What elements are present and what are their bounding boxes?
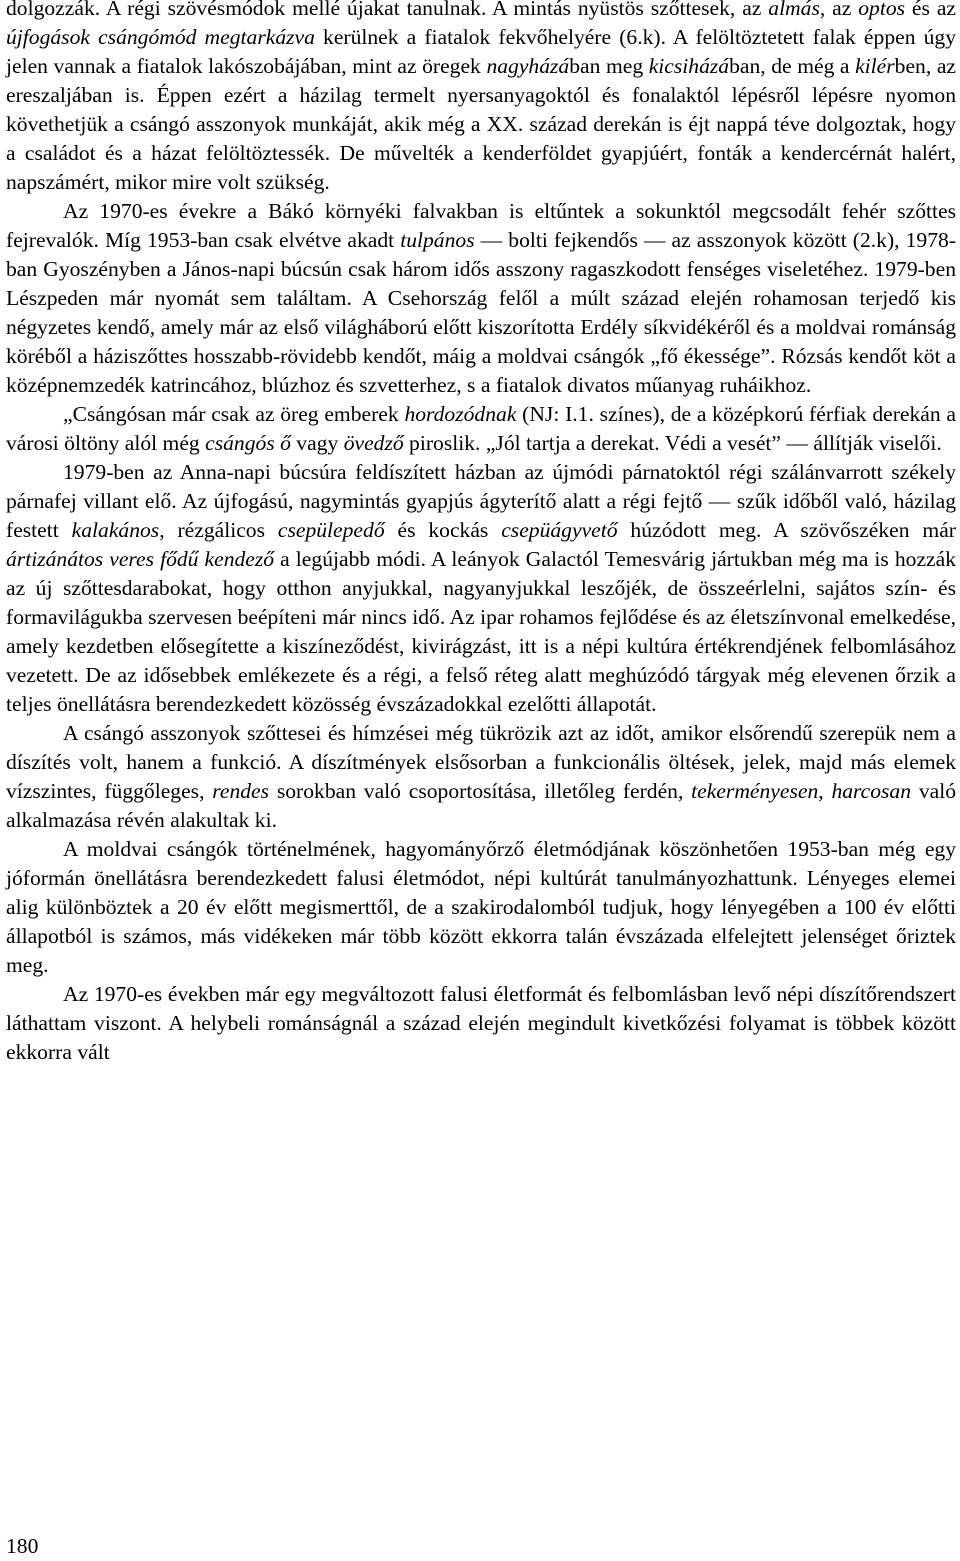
italic-term: kalakános: [71, 518, 160, 542]
paragraph: [6, 400, 956, 458]
text-run: — bolti fejkendős — az asszonyok között (2.k), 1978-ban Gyoszényben a János-napi búcsún csak három idős asszony ragaszkodott fenséges viseletéhez. 1979-ben Lészpeden már nyomát sem találtam. A Csehország felől a múlt század elején rohamosan terjedő kis négyzetes kendő, amely már az első világháború előtt kiszorította Erdély síkvidékéről és a moldvai románság köréből a háziszőttes hosszabb-rövidebb kendőt, máig a moldvai csángók „fő ékessége”. Rózsás kendőt köt a középnemzedék katrincához, blúzhoz és szvetterhez, s a fiatalok divatos műanyag ruháikhoz.: [6, 228, 956, 397]
text-run: 1979-ben az Anna-napi búcsúra feldíszített házban az újmódi párnatoktól régi szálánvarrott székely párnafej villant elő. Az újfogású, nagymintás gyapjús ágyterítő alatt a régi fejtő — szűk időből való, házilag festett: [6, 460, 956, 542]
paragraph: [6, 197, 956, 400]
italic-term: tulpános: [400, 228, 475, 252]
paragraph: [6, 835, 956, 980]
text-run: A moldvai csángók történelmének, hagyományőrző életmódjának köszönhetően 1953-ban még egy jóformán önellátásra berendezkedett falusi életmódot, népi kultúrát tanulmányozhattunk. Lényeges elemei alig különböztek a 20 év előtt megismerttől, de a szakirodalomból tudjuk, hogy lényegében a 100 év előtti állapotból is számos, más vidékeken már több között ekkorra talán évszázada elfelejtett jelenséget őriztek meg.: [6, 837, 956, 977]
text-run: kerülnek a fiatalok fekvőhelyére (6.k). A felöltöztetett falak éppen úgy jelen vannak a fiatalok lakószobájában, mint az öregek: [6, 25, 956, 78]
text-run: és az: [905, 0, 956, 20]
text-run: ban meg: [569, 54, 649, 78]
text-run: , az: [819, 0, 859, 20]
italic-term: kilér: [855, 54, 895, 78]
text-run: ban, de még a: [729, 54, 856, 78]
text-run: húzódott meg. A szövőszéken már: [617, 518, 956, 542]
paragraph: [6, 458, 956, 719]
text-run: A csángó asszonyok szőttesei és hímzései még tükrözik azt az időt, amikor elsőrendű szerepük nem a díszítés volt, hanem a funkció. A díszítmények elsősorban a funkcionális öltések, jelek, majd más elemek vízszintes, függőleges,: [6, 721, 956, 803]
italic-term: almás: [768, 0, 820, 20]
text-run: ben, az ereszaljában is. Éppen ezért a házilag termelt nyersanyagoktól és fonalaktól lépésről lépésre nyomon követhetjük a csángó asszonyok munkáját, akik még a XX. század derekán is éjt nappá téve dolgoztak, hogy a családot és a házat felöltöztessék. De művelték a kenderföldet gyapjúért, fonták a kendercérnát halért, napszámért, mikor mire volt szükség.: [6, 54, 956, 194]
italic-term: újfogások csángómód megtarkázva: [6, 25, 315, 49]
text-run: dolgozzák. A régi szövésmódok mellé újakat tanulnak. A mintás nyüstös szőttesek, az: [6, 0, 769, 20]
italic-term: csepüágyvető: [501, 518, 618, 542]
text-run: Az 1970-es években már egy megváltozott falusi életformát és felbomlásban levő népi díszítőrendszert láthattam viszont. A helybeli románságnál a század elején megindult kivetkőzési folyamat is többek között ekkorra vált: [6, 982, 956, 1064]
page-number: 180: [6, 1534, 39, 1558]
italic-term: rendes: [212, 779, 270, 803]
italic-term: hordozódnak: [404, 402, 517, 426]
text-run: Az 1970-es évekre a Bákó környéki falvakban is eltűntek a sokunktól megcsodált fehér szőttes fejrevalók. Míg 1953-ban csak elvétve akadt: [6, 199, 956, 252]
text-run: vagy: [290, 431, 344, 455]
text-run: sorokban való csoportosítása, illetőleg ferdén,: [269, 779, 692, 803]
text-run: , rézgálicos: [159, 518, 278, 542]
italic-term: harcosan: [831, 779, 912, 803]
italic-term: tekerményesen: [691, 779, 819, 803]
text-run: piroslik. „Jól tartja a derekat. Védi a vesét” — állítják viselői.: [403, 431, 942, 455]
text-run: (NJ: I.1. színes), de a középkorú férfiak derekán a városi öltöny alól még: [6, 402, 957, 455]
text-run: való alkalmazása révén alakultak ki.: [6, 779, 956, 832]
paragraph: [6, 980, 956, 1067]
italic-term: csepülepedő: [277, 518, 385, 542]
text-run: „Csángósan már csak az öreg emberek: [63, 402, 405, 426]
text-run: a legújabb módi. A leányok Galactól Temesvárig jártukban még ma is hozzák az új szőttesdarabokat, hogy otthon anyjukkal, nagyanyjukkal leszőjék, de összeérlelni, sajátos szín- és formavilágukba szervesen beépíteni már nincs idő. Az ipar rohamos fejlődése és az életszínvonal emelkedése, amely kezdetben elősegítette a kiszíneződést, kivirágzást, itt is a népi kultúra értékrendjének felbomlásához vezetett. De az idősebbek emlékezete és a régi, a felső réteg alatt meghúzódó tárgyak még elevenen őrzik a teljes önellátásra berendezkedett közösség évszázadokkal ezelőtti állapotát.: [6, 547, 956, 716]
paragraph: [6, 0, 956, 197]
italic-term: kicsiházá: [648, 54, 730, 78]
italic-term: optos: [858, 0, 906, 20]
italic-term: ártizánátos veres fődű kendező: [6, 547, 275, 571]
text-run: és kockás: [384, 518, 502, 542]
body-text: [6, 0, 956, 1067]
italic-term: csángós ő: [205, 431, 291, 455]
paragraph: [6, 719, 956, 835]
document-page: [6, 0, 956, 1067]
text-run: ,: [818, 779, 832, 803]
italic-term: övedző: [343, 431, 404, 455]
italic-term: nagyházá: [486, 54, 570, 78]
